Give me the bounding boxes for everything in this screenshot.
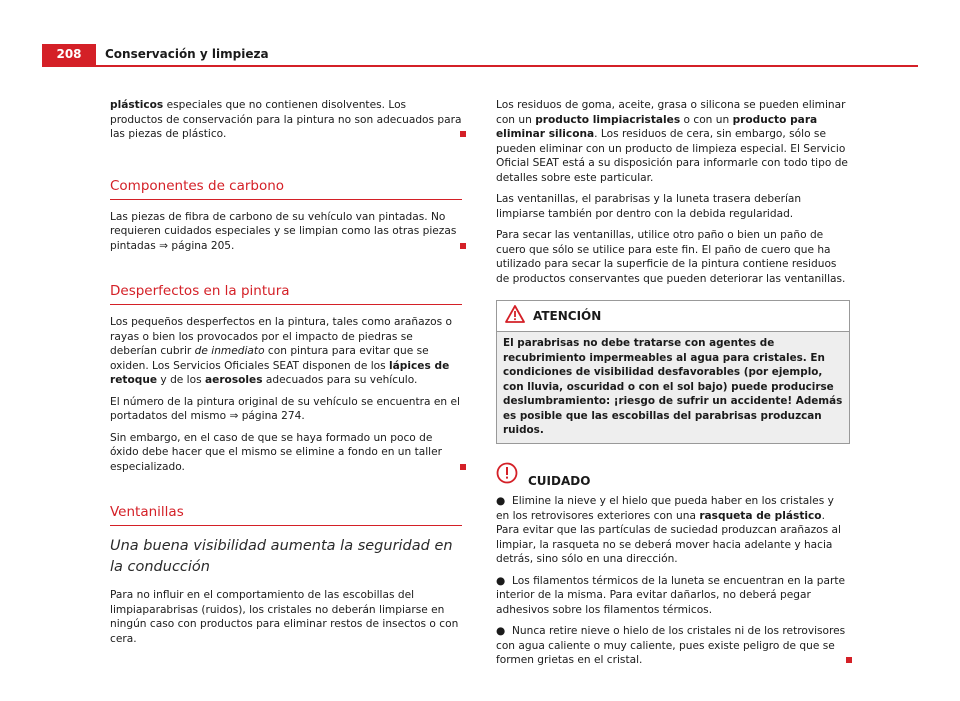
paragraph-plasticos: plásticos especiales que no contienen disolventes. Los productos de conservación para la pintura no son adecuados para las piezas de plástico. xyxy=(110,98,462,142)
left-column xyxy=(110,98,462,653)
paragraph-pintura-3: Sin embargo, en el caso de que se haya formado un poco de óxido debe hacer que el mismo se elimine a fondo en un taller especializado. xyxy=(110,431,462,475)
section-end-mark xyxy=(460,464,466,470)
exclamation-circle-icon xyxy=(496,462,518,489)
warning-box xyxy=(496,300,850,444)
caution-bullet-3: ● Nunca retire nieve o hielo de los cristales ni de los retrovisores con agua caliente o muy caliente, pues existe peligro de que se formen grietas en el cristal. xyxy=(496,624,848,668)
section-end-mark xyxy=(460,131,466,137)
paragraph-pintura-2: El número de la pintura original de su vehículo se encuentra en el portadatos del mismo ⇒ página 274. xyxy=(110,395,460,422)
heading-componentes-carbono: Componentes de carbono xyxy=(110,177,462,200)
chapter-title: Conservación y limpieza xyxy=(105,47,269,61)
right-column xyxy=(496,98,848,675)
caution-header xyxy=(496,462,848,489)
paragraph-pintura-1: Los pequeños desperfectos en la pintura, tales como arañazos o rayas o bien los provocados por el impacto de piedras se deberían cubrir de inmediato con pintura para evitar que se oxiden. Los Servicios Oficiales SEAT disponen de los lápices de retoque y de los aerosoles adecuados para su vehículo. xyxy=(110,316,452,386)
page-number: 208 xyxy=(42,44,96,65)
warning-header xyxy=(497,301,849,332)
caution-bullet-1: ● Elimine la nieve y el hielo que pueda haber en los cristales y en los retrovisores exteriores con una rasqueta de plástico. Para evitar que las partículas de suciedad produzcan arañazos al limpiar, la rasqueta no se deberá mover hacia adelante y hacia detrás, sino sólo en una dirección. xyxy=(496,495,841,565)
paragraph-carbono: Las piezas de fibra de carbono de su vehículo van pintadas. No requieren cuidados especiales y se limpian como las otras piezas pintadas ⇒ página 205. xyxy=(110,210,462,254)
paragraph-secado: Para secar las ventanillas, utilice otro paño o bien un paño de cuero que sólo se utilice para este fin. El paño de cuero que ha utilizado para secar la superficie de la pintura contiene residuos de productos conservantes que pueden deteriorar las ventanillas. xyxy=(496,229,846,285)
warning-text: El parabrisas no debe tratarse con agentes de recubrimiento impermeables al agua para cristales. En condiciones de visibilidad desfavorables (por ejemplo, con lluvia, oscuridad o con el sol bajo) puede producirse deslumbramiento: ¡riesgo de sufrir un accidente! Además es posible que las escobillas del parabrisas produzcan ruidos. xyxy=(503,337,843,436)
warning-title: ATENCIÓN xyxy=(533,308,602,323)
paragraph-limpieza-interior: Las ventanillas, el parabrisas y la luneta trasera deberían limpiarse también por dentro con la debida regularidad. xyxy=(496,193,802,220)
heading-ventanillas: Ventanillas xyxy=(110,503,462,526)
subtitle-visibilidad: Una buena visibilidad aumenta la seguridad en la conducción xyxy=(110,538,453,575)
caution-title: CUIDADO xyxy=(528,473,591,488)
heading-desperfectos-pintura: Desperfectos en la pintura xyxy=(110,282,462,305)
section-end-mark xyxy=(846,657,852,663)
warning-triangle-icon xyxy=(505,305,525,328)
header-rule xyxy=(42,65,918,67)
section-end-mark xyxy=(460,243,466,249)
paragraph-ventanillas: Para no influir en el comportamiento de las escobillas del limpiaparabrisas (ruidos), los cristales no deberán limpiarse en ningún caso con productos para eliminar restos de insectos o con cera. xyxy=(110,589,459,645)
paragraph-residuos: Los residuos de goma, aceite, grasa o silicona se pueden eliminar con un producto limpiacristales o con un producto para eliminar silicona. Los residuos de cera, sin embargo, sólo se pueden eliminar con un producto de limpieza especial. El Servicio Oficial SEAT está a su disposición para informarle con todo tipo de detalles sobre este particular. xyxy=(496,99,848,184)
caution-bullet-2: ● Los filamentos térmicos de la luneta se encuentran en la parte interior de la misma. Para evitar dañarlos, no deberá pegar adhesivos sobre los filamentos térmicos. xyxy=(496,574,846,616)
